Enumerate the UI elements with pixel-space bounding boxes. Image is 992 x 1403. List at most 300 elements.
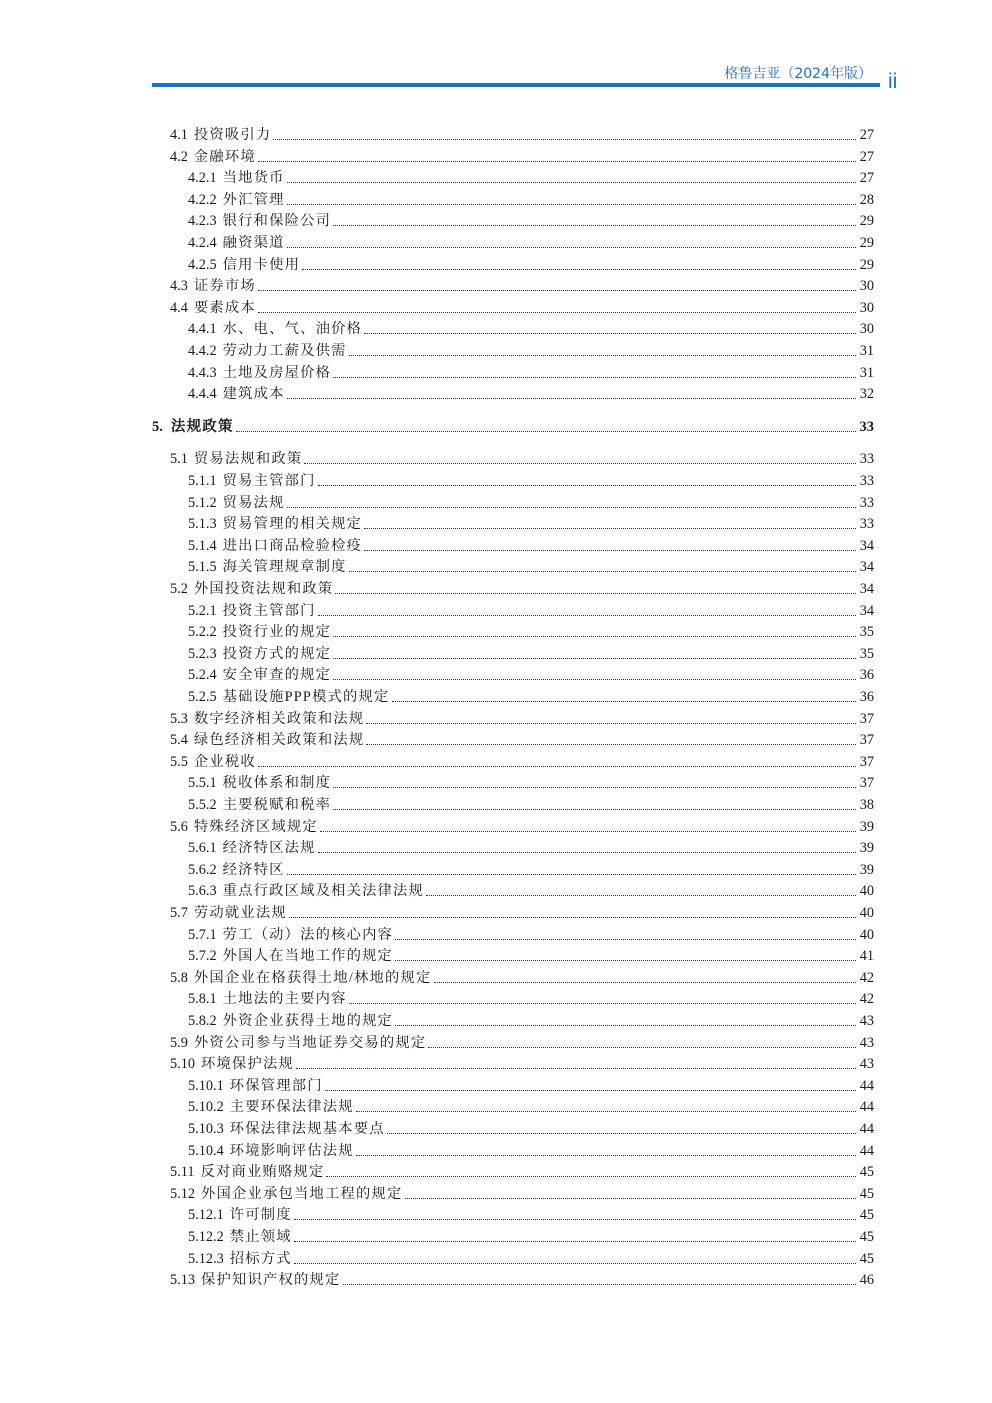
- toc-entry-title: 土地法的主要内容: [222, 991, 347, 1008]
- toc-entry-label: [188, 666, 331, 684]
- toc-entry-title: 招标方式: [229, 1250, 292, 1267]
- toc-entry-number: 5.1: [170, 451, 188, 468]
- toc-entry-number: 5.7.1: [188, 926, 217, 943]
- toc-entry-label: [188, 645, 331, 663]
- dot-leader: [302, 269, 856, 270]
- toc-entry-page: 36: [859, 667, 874, 684]
- toc-entry-page: 41: [859, 948, 874, 965]
- toc-entry-label: [170, 904, 287, 922]
- toc-entry-number: 5.4: [170, 732, 188, 749]
- toc-entry-label: [170, 1185, 403, 1203]
- toc-entry-page: 33: [859, 451, 874, 468]
- toc-entry-label: [170, 277, 256, 295]
- toc-entry-number: 5.6: [170, 818, 188, 835]
- toc-entry[interactable]: [0, 533, 874, 555]
- toc-entry[interactable]: [0, 490, 874, 512]
- dot-leader: [364, 550, 856, 551]
- toc-entry-page: 40: [859, 926, 874, 943]
- toc-entry-label: [188, 191, 285, 209]
- toc-entry-page: 34: [859, 581, 874, 597]
- toc-entry-page: 46: [859, 1272, 874, 1289]
- dot-leader: [333, 679, 856, 680]
- toc-entry-page: 37: [859, 732, 874, 749]
- toc-entry[interactable]: [0, 1094, 874, 1116]
- toc-entry-page: 30: [859, 278, 874, 295]
- toc-entry-page: 40: [859, 905, 874, 921]
- toc-entry[interactable]: [0, 598, 874, 620]
- toc-entry-page: 39: [859, 840, 874, 857]
- toc-entry-page: 31: [859, 343, 874, 359]
- dot-leader: [326, 1176, 855, 1177]
- toc-entry[interactable]: [0, 1116, 874, 1138]
- toc-entry-label: [170, 753, 256, 771]
- toc-entry[interactable]: [0, 662, 874, 684]
- toc-entry-label: [188, 947, 393, 965]
- toc-entry-number: 5.10.1: [188, 1077, 224, 1094]
- toc-entry[interactable]: [0, 381, 874, 403]
- toc-entry-title: 外汇管理: [222, 191, 285, 208]
- toc-entry-label: [188, 926, 393, 944]
- toc-entry-label: [188, 1012, 393, 1030]
- toc-entry-number: 5.1.3: [188, 516, 217, 533]
- toc-entry-label: [188, 839, 316, 857]
- toc-entry-title: 建筑成本: [222, 386, 285, 403]
- toc-entry-title: 数字经济相关政策和法规: [193, 710, 365, 727]
- toc-entry-label: [188, 169, 285, 187]
- toc-entry-page: 33: [859, 473, 874, 489]
- toc-entry[interactable]: [0, 1267, 874, 1289]
- toc-entry-number: 4.2.2: [188, 191, 217, 208]
- toc-entry-page: 42: [859, 969, 874, 986]
- toc-entry[interactable]: [0, 641, 874, 663]
- toc-entry-label: [170, 731, 364, 749]
- dot-leader: [287, 204, 856, 205]
- toc-entry[interactable]: [0, 770, 874, 792]
- toc-entry[interactable]: [0, 122, 874, 144]
- toc-entry-page: 27: [859, 127, 874, 143]
- toc-entry-number: 4.4.1: [188, 321, 217, 338]
- toc-entry-number: 5.: [152, 418, 163, 435]
- toc-entry-number: 4.2.3: [188, 213, 217, 230]
- toc-entry-label: [188, 320, 362, 338]
- toc-entry-label: [188, 212, 331, 230]
- toc-entry-label: [170, 148, 256, 166]
- toc-entry[interactable]: [0, 922, 874, 944]
- dot-leader: [333, 809, 856, 810]
- toc-entry[interactable]: [0, 749, 874, 771]
- toc-entry-number: 5.9: [170, 1034, 188, 1051]
- toc-entry-number: 4.2.1: [188, 170, 217, 187]
- toc-entry-title: 重点行政区域及相关法律法规: [222, 883, 425, 900]
- toc-entry-title: 外国企业在格获得土地/林地的规定: [193, 969, 432, 986]
- toc-entry-label: [188, 234, 285, 252]
- dot-leader: [294, 1241, 856, 1242]
- toc-entry-number: 5.5.1: [188, 775, 217, 792]
- dot-leader: [349, 1003, 856, 1004]
- dot-leader: [364, 333, 856, 334]
- toc-entry-title: 税收体系和制度: [222, 775, 332, 792]
- toc-entry-page: 33: [859, 418, 874, 435]
- toc-entry-label: [170, 126, 271, 144]
- toc-entry-page: 35: [859, 624, 874, 641]
- toc-entry[interactable]: [0, 835, 874, 857]
- toc-entry-page: 44: [859, 1121, 874, 1137]
- toc-entry-number: 5.3: [170, 710, 188, 727]
- toc-entry-title: 环保管理部门: [229, 1077, 323, 1094]
- toc-entry-number: 4.1: [170, 127, 188, 143]
- toc-entry-title: 环境保护法规: [201, 1056, 295, 1073]
- dot-leader: [356, 1111, 856, 1112]
- toc-entry-label: [170, 818, 318, 836]
- toc-entry-title: 外国投资法规和政策: [193, 581, 334, 597]
- toc-entry-number: 5.10.3: [188, 1121, 224, 1137]
- toc-entry-title: 保护知识产权的规定: [201, 1272, 341, 1289]
- toc-entry-title: 特殊经济区域规定: [193, 818, 318, 835]
- toc-entry[interactable]: [0, 414, 874, 436]
- toc-entry-title: 主要税赋和税率: [222, 797, 332, 813]
- toc-entry-title: 贸易管理的相关规定: [222, 516, 363, 533]
- toc-entry-number: 5.8: [170, 969, 188, 986]
- dot-leader: [289, 917, 856, 918]
- toc-entry-label: [188, 602, 316, 620]
- dot-leader: [333, 225, 856, 226]
- toc-entry-number: 5.2: [170, 581, 188, 597]
- dot-leader: [287, 247, 856, 248]
- dot-leader: [287, 398, 856, 399]
- toc-entry-label: [188, 774, 331, 792]
- toc-entry-label: [188, 1228, 292, 1246]
- toc-entry-title: 外资企业获得土地的规定: [222, 1013, 394, 1029]
- toc-entry-number: 4.4.3: [188, 364, 217, 381]
- toc-entry[interactable]: [0, 1030, 874, 1052]
- toc-entry[interactable]: [0, 814, 874, 836]
- toc-entry-page: 45: [859, 1207, 874, 1224]
- toc-entry-label: [188, 796, 331, 814]
- dot-leader: [387, 1133, 856, 1134]
- toc-entry-label: [170, 1163, 324, 1181]
- toc-entry-number: 5.8.2: [188, 1013, 217, 1029]
- toc-entry-label: [188, 688, 390, 706]
- dot-leader: [296, 1068, 856, 1069]
- dot-leader: [258, 312, 856, 313]
- toc-entry-label: [188, 623, 331, 641]
- toc-entry[interactable]: [0, 965, 874, 987]
- dot-leader: [287, 874, 856, 875]
- toc-entry-label: [188, 494, 285, 512]
- toc-entry-page: 27: [859, 148, 874, 165]
- toc-entry[interactable]: [0, 1246, 874, 1268]
- toc-entry-number: 4.2: [170, 148, 188, 165]
- dot-leader: [428, 1047, 855, 1048]
- toc-entry[interactable]: [0, 511, 874, 533]
- toc-entry-title: 证券市场: [193, 278, 256, 295]
- toc-entry-label: [188, 1142, 354, 1160]
- toc-entry-title: 水、电、气、油价格: [222, 321, 363, 338]
- dot-leader: [343, 1284, 856, 1285]
- toc-entry-title: 银行和保险公司: [222, 213, 332, 230]
- toc-entry-page: 44: [859, 1099, 874, 1116]
- toc-entry-title: 劳动力工薪及供需: [222, 343, 347, 359]
- dot-leader: [405, 1198, 856, 1199]
- toc-entry-title: 金融环境: [193, 148, 256, 165]
- toc-entry-number: 5.2.5: [188, 689, 217, 705]
- toc-entry-number: 4.4.4: [188, 386, 217, 403]
- toc-entry-page: 45: [859, 1185, 874, 1202]
- toc-entry-title: 海关管理规章制度: [222, 559, 347, 576]
- toc-entry-title: 贸易主管部门: [222, 473, 316, 489]
- toc-entry-label: [188, 1077, 323, 1095]
- dot-leader: [258, 290, 856, 291]
- toc-entry-label: [170, 969, 432, 987]
- toc-entry-title: 信用卡使用: [222, 256, 301, 273]
- toc-entry-page: 33: [859, 516, 874, 533]
- toc-entry-page: 30: [859, 299, 874, 316]
- toc-entry-page: 45: [859, 1229, 874, 1245]
- toc-entry-page: 40: [859, 883, 874, 900]
- toc-entry-title: 土地及房屋价格: [222, 364, 332, 381]
- page-number: ii: [888, 70, 898, 93]
- toc-entry-number: 5.5.2: [188, 797, 217, 813]
- toc-entry-page: 29: [859, 256, 874, 273]
- toc-entry-number: 5.1.1: [188, 473, 217, 489]
- toc-entry-page: 36: [859, 689, 874, 705]
- dot-leader: [273, 139, 855, 140]
- toc-entry-title: 投资行业的规定: [222, 624, 332, 641]
- toc-entry-title: 劳工（动）法的核心内容: [222, 926, 394, 943]
- toc-entry-number: 5.6.1: [188, 840, 217, 857]
- toc-entry-number: 5.7: [170, 905, 188, 921]
- toc-entry[interactable]: [0, 878, 874, 900]
- toc-entry[interactable]: [0, 446, 874, 468]
- toc-entry-number: 4.2.4: [188, 235, 217, 251]
- toc-entry-page: 39: [859, 818, 874, 835]
- dot-leader: [294, 1263, 856, 1264]
- toc-entry-title: 劳动就业法规: [193, 905, 287, 921]
- toc-entry-title: 反对商业贿赂规定: [200, 1164, 325, 1181]
- dot-leader: [320, 831, 856, 832]
- toc-entry-title: 融资渠道: [222, 235, 285, 251]
- dot-leader: [395, 960, 856, 961]
- dot-leader: [349, 571, 856, 572]
- toc-entry[interactable]: [0, 295, 874, 317]
- toc-entry-label: [188, 882, 424, 900]
- toc-entry-number: 5.2.2: [188, 624, 217, 641]
- toc-entry-number: 4.4.2: [188, 343, 217, 359]
- toc-entry[interactable]: [0, 273, 874, 295]
- toc-entry-number: 5.6.2: [188, 861, 217, 878]
- dot-leader: [236, 431, 856, 432]
- toc-entry-title: 企业税收: [193, 753, 256, 770]
- toc-entry-page: 43: [859, 1056, 874, 1073]
- dot-leader: [258, 766, 856, 767]
- dot-leader: [366, 744, 855, 745]
- toc-entry-page: 30: [859, 321, 874, 338]
- toc-entry[interactable]: [0, 1202, 874, 1224]
- toc-entry-number: 5.1.2: [188, 494, 217, 511]
- toc-entry-label: [170, 450, 302, 468]
- toc-entry-title: 经济特区法规: [222, 840, 316, 857]
- toc-entry[interactable]: [0, 360, 874, 382]
- toc-entry-label: [170, 299, 256, 317]
- toc-entry-page: 27: [859, 170, 874, 187]
- toc-entry-label: [188, 1250, 292, 1268]
- dot-leader: [366, 723, 855, 724]
- toc-entry-page: 39: [859, 861, 874, 878]
- toc-entry-number: 5.1.4: [188, 537, 217, 554]
- toc-entry-label: [170, 1055, 294, 1073]
- toc-entry-title: 经济特区: [222, 861, 285, 878]
- toc-entry-number: 4.4: [170, 299, 188, 316]
- toc-entry-label: [188, 342, 347, 360]
- toc-entry-title: 外资公司参与当地证券交易的规定: [193, 1034, 427, 1051]
- toc-entry-label: [188, 558, 347, 576]
- toc-entry-label: [152, 418, 234, 436]
- toc-entry-title: 安全审查的规定: [222, 667, 332, 684]
- toc-entry-number: 5.2.1: [188, 602, 217, 619]
- toc-entry-label: [170, 1271, 341, 1289]
- toc-entry[interactable]: [0, 1224, 874, 1246]
- toc-entry-title: 外国企业承包当地工程的规定: [201, 1185, 403, 1202]
- toc-entry[interactable]: [0, 900, 874, 922]
- toc-entry-label: [188, 990, 347, 1008]
- toc-entry-number: 5.11: [170, 1164, 195, 1181]
- toc-entry[interactable]: [0, 338, 874, 360]
- toc-entry-number: 5.10.2: [188, 1099, 224, 1116]
- dot-leader: [395, 1025, 856, 1026]
- toc-entry-title: 投资吸引力: [193, 127, 272, 143]
- toc-entry-title: 禁止领域: [229, 1229, 292, 1245]
- toc-entry-label: [188, 1206, 292, 1224]
- toc-entry[interactable]: [0, 1181, 874, 1203]
- toc-entry-number: 5.12: [170, 1185, 196, 1202]
- toc-entry-number: 5.8.1: [188, 991, 217, 1008]
- toc-entry-number: 5.10.4: [188, 1142, 224, 1159]
- toc-entry-page: 31: [859, 364, 874, 381]
- toc-entry[interactable]: [0, 684, 874, 706]
- toc-entry-page: 38: [859, 797, 874, 813]
- dot-leader: [318, 485, 856, 486]
- toc-entry-page: 29: [859, 235, 874, 251]
- dot-leader: [258, 161, 856, 162]
- toc-entry-page: 37: [859, 710, 874, 727]
- toc-entry-label: [188, 385, 285, 403]
- toc-entry[interactable]: [0, 1159, 874, 1181]
- toc-entry-title: 要素成本: [193, 299, 256, 316]
- toc-entry-page: 42: [859, 991, 874, 1008]
- dot-leader: [333, 636, 856, 637]
- toc-entry[interactable]: [0, 792, 874, 814]
- toc-entry[interactable]: [0, 1051, 874, 1073]
- toc-entry-label: [188, 256, 300, 274]
- toc-entry-title: 基础设施PPP模式的规定: [222, 689, 390, 705]
- toc-entry-title: 投资主管部门: [222, 602, 316, 619]
- dot-leader: [335, 593, 855, 594]
- dot-leader: [392, 701, 856, 702]
- dot-leader: [333, 377, 856, 378]
- toc-entry-number: 4.3: [170, 278, 188, 295]
- toc-entry-page: 32: [859, 386, 874, 403]
- dot-leader: [395, 939, 856, 940]
- toc-entry-label: [188, 515, 362, 533]
- toc-entry[interactable]: [0, 576, 874, 598]
- toc-entry-page: 34: [859, 537, 874, 554]
- toc-entry-number: 4.2.5: [188, 256, 217, 273]
- toc-entry[interactable]: [0, 943, 874, 965]
- toc-entry-title: 当地货币: [222, 170, 285, 187]
- toc-entry-label: [188, 472, 316, 490]
- dot-leader: [333, 787, 856, 788]
- toc-entry-label: [170, 1034, 426, 1052]
- dot-leader: [294, 1219, 856, 1220]
- toc-entry-number: 5.12.3: [188, 1250, 224, 1267]
- toc-entry-title: 外国人在当地工作的规定: [222, 948, 394, 965]
- toc-entry-number: 5.12.1: [188, 1207, 224, 1224]
- dot-leader: [426, 895, 856, 896]
- toc-entry[interactable]: [0, 165, 874, 187]
- toc-entry[interactable]: [0, 619, 874, 641]
- toc-entry-label: [188, 537, 362, 555]
- toc-entry-page: 45: [859, 1164, 874, 1181]
- toc-entry-label: [170, 710, 364, 728]
- toc-entry-title: 贸易法规和政策: [193, 451, 303, 468]
- toc-entry[interactable]: [0, 857, 874, 879]
- dot-leader: [304, 463, 855, 464]
- toc-entry[interactable]: [0, 230, 874, 252]
- toc-entry-number: 5.2.4: [188, 667, 217, 684]
- dot-leader: [364, 528, 856, 529]
- toc-entry-page: 29: [859, 213, 874, 230]
- dot-leader: [349, 355, 856, 356]
- toc-entry-page: 28: [859, 191, 874, 208]
- toc-entry[interactable]: [0, 1073, 874, 1095]
- toc-entry-page: 33: [859, 494, 874, 511]
- toc-entry-title: 绿色经济相关政策和法规: [193, 732, 365, 749]
- toc-entry-page: 43: [859, 1013, 874, 1029]
- toc-entry-number: 5.7.2: [188, 948, 217, 965]
- toc-entry[interactable]: [0, 468, 874, 490]
- toc-entry[interactable]: [0, 252, 874, 274]
- toc-entry[interactable]: [0, 986, 874, 1008]
- toc-entry[interactable]: [0, 316, 874, 338]
- toc-entry[interactable]: [0, 187, 874, 209]
- toc-entry[interactable]: [0, 1138, 874, 1160]
- toc-entry[interactable]: [0, 208, 874, 230]
- toc-entry[interactable]: [0, 706, 874, 728]
- toc-entry[interactable]: [0, 554, 874, 576]
- toc-entry-label: [188, 861, 285, 879]
- toc-entry-title: 环保法律法规基本要点: [229, 1121, 385, 1137]
- toc-entry[interactable]: [0, 727, 874, 749]
- toc-entry-number: 5.6.3: [188, 883, 217, 900]
- toc-entry-page: 37: [859, 775, 874, 792]
- toc-entry[interactable]: [0, 144, 874, 166]
- toc-entry-page: 35: [859, 645, 874, 662]
- toc-entry-page: 34: [859, 602, 874, 619]
- header-title: 格鲁吉亚（2024年版）: [724, 66, 872, 82]
- toc-entry-number: 5.2.3: [188, 645, 217, 662]
- toc-entry-title: 环境影响评估法规: [229, 1142, 354, 1159]
- toc-entry-number: 5.13: [170, 1272, 196, 1289]
- toc-entry[interactable]: [0, 1008, 874, 1030]
- toc-entry-number: 5.5: [170, 753, 188, 770]
- dot-leader: [325, 1090, 856, 1091]
- toc-entry-title: 法规政策: [170, 418, 234, 435]
- toc-entry-page: 43: [859, 1034, 874, 1051]
- toc-entry-number: 5.1.5: [188, 559, 217, 576]
- toc-entry-page: 34: [859, 559, 874, 576]
- dot-leader: [333, 658, 856, 659]
- toc-entry-title: 许可制度: [229, 1207, 292, 1224]
